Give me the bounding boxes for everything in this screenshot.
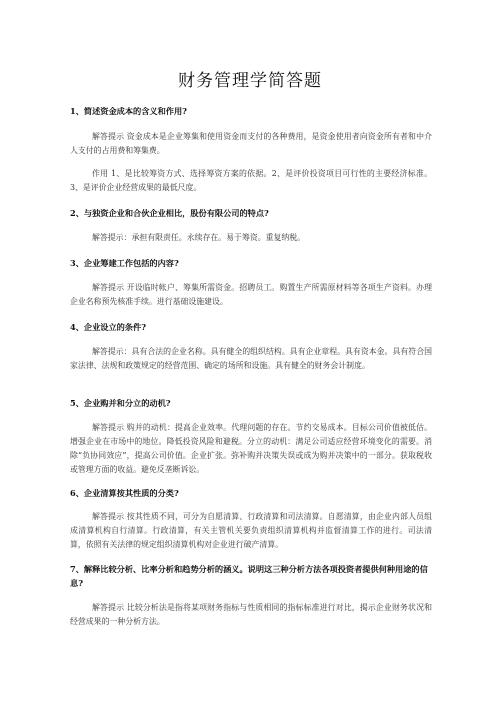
page-title: 财务管理学简答题 [178, 71, 322, 91]
answer-2: 解答提示：承担有限责任。永续存在。易于筹资。重复纳税。 [92, 233, 306, 242]
question-6: 6、企业清算按其性质的分类? [70, 488, 179, 498]
answer-7: 解答提示 比较分析法是指将某项财务指标与性质相同的指标标准进行对比，揭示企业财务状况和经营成果的一种分析方法。 [70, 603, 432, 626]
answer-6: 解答提示 按其性质不同，可分为自愿清算、行政清算和司法清算。自愿清算，由企业内部人员组成清算机构自行清算。行政清算，有关主管机关要负责组织清算机构并监督清算工作的进行。司法清算，依照有关法律的规定组织清算机构对企业进行破产清算。 [70, 512, 432, 549]
answer-3: 解答提示 开设临时帐户、筹集所需资金。招聘员工。购置生产所需原材料等各项生产资料。办理企业名称预先核准手续。进行基础设施建设。 [70, 283, 432, 306]
question-5: 5、企业购并和分立的动机? [70, 398, 171, 408]
answer-5: 解答提示 购并的动机：提高企业效率。代理问题的存在。节约交易成本。目标公司价值被低估。增强企业在市场中的地位。降低投资风险和避税。分立的动机：满足公司适应经营环境变化的需要。消除“负协同效应”，提高公司价值。企业扩张。弥补购并决策失误或成为购并决策中的一部分。获取税收或管理方面的收益。避免反垄断诉讼。 [70, 423, 432, 474]
question-3: 3、企业筹建工作包括的内容? [70, 258, 179, 268]
answer-1: 解答提示 资金成本是企业筹集和使用资金而支付的各种费用，是资金使用者向资金所有者和中介人支付的占用费和筹集费。 [70, 132, 432, 155]
question-1: 1、简述资金成本的含义和作用? [70, 106, 187, 116]
answer-1-function: 作用 1、是比较筹资方式、选择筹资方案的依据。2、是评价投资项目可行性的主要经济标准。3、是评价企业经营成果的最低尺度。 [70, 169, 432, 192]
answer-4: 解答提示：具有合法的企业名称。具有健全的组织结构。具有企业章程。具有资本金。具有符合国家法律、法规和政策规定的经营范围、确定的场所和设施。具有健全的财务会计制度。 [70, 347, 432, 370]
question-7: 7、解释比较分析、比率分析和趋势分析的涵义。说明这三种分析方法各项投资者提供何种用途的信息? [70, 564, 428, 588]
question-2: 2、与独资企业和合伙企业相比，股份有限公司的特点? [70, 208, 269, 218]
question-4: 4、企业设立的条件? [70, 322, 146, 332]
